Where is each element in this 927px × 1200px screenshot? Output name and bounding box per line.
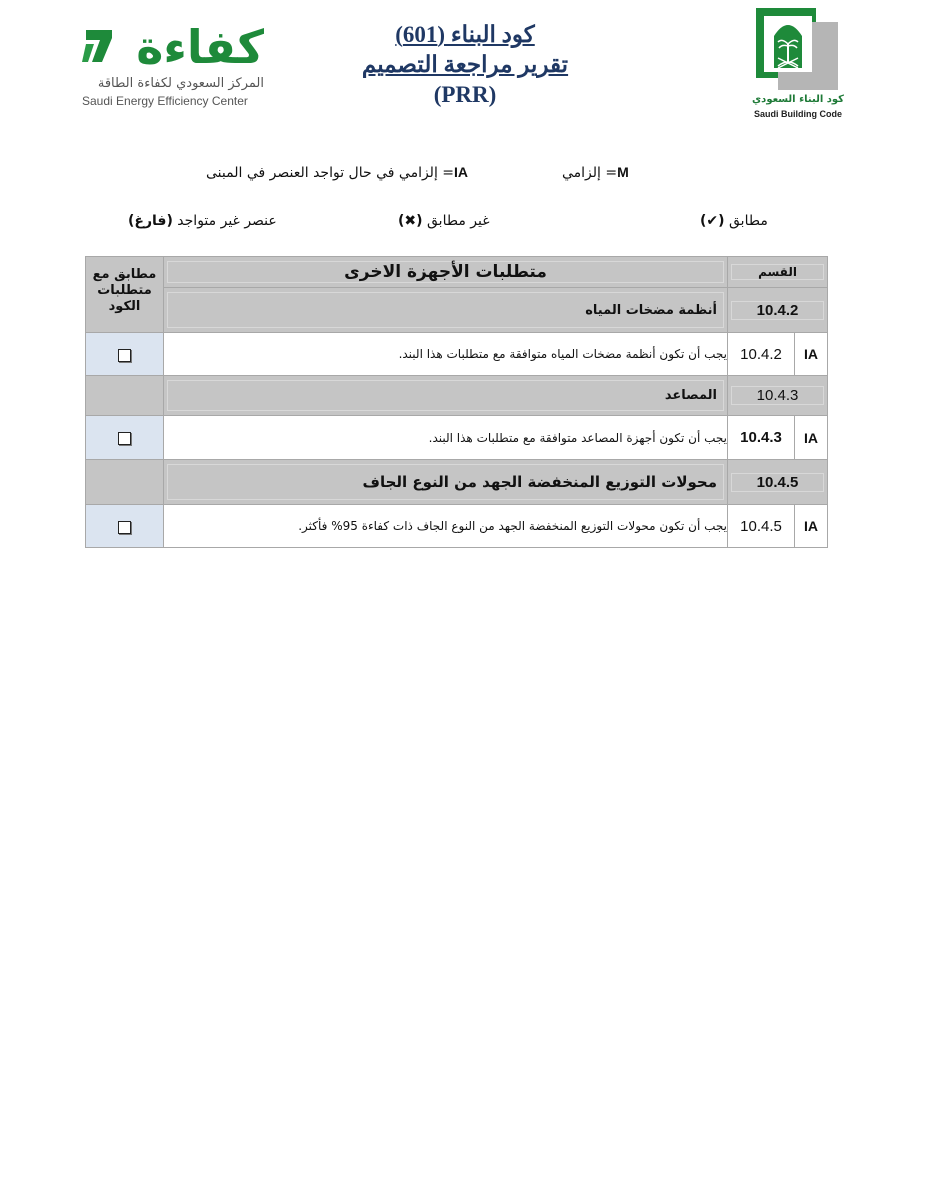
comply-header-line-3: الكود: [108, 299, 141, 314]
legend-ia-key: IA: [454, 164, 469, 180]
requirements-table: [85, 256, 828, 548]
legend-compliant-label: مطابق: [729, 213, 768, 229]
comply-header-line-1: مطابق مع: [92, 267, 157, 282]
category-title-cell: [164, 257, 728, 288]
section-header-cell: [728, 257, 828, 288]
seec-name-arabic: المركز السعودي لكفاءة الطاقة: [97, 76, 264, 91]
group-row: [86, 376, 828, 416]
legend-conditional: [206, 164, 468, 181]
group-code: 10.4.3: [731, 386, 824, 405]
legend-not-present-label: عنصر غير متواجد: [177, 213, 277, 229]
x-icon: ✖: [404, 213, 417, 229]
report-title: [330, 20, 600, 110]
seec-logo: [78, 22, 270, 114]
requirement-text: يجب أن تكون محولات التوزيع المنخفضة الجهد من النوع الجاف ذات كفاءة 95% فأكثر.: [164, 505, 728, 548]
requirement-row: [86, 333, 828, 376]
comply-checkbox[interactable]: [118, 521, 131, 534]
comply-header: [86, 257, 164, 333]
group-title: محولات التوزيع المنخفضة الجهد من النوع الجاف: [167, 464, 724, 500]
group-row: [86, 288, 828, 333]
sbc-name-arabic: كود البناء السعودي: [752, 94, 844, 105]
requirement-row: [86, 505, 828, 548]
requirement-text: يجب أن تكون أجهزة المصاعد متوافقة مع متطلبات هذا البند.: [164, 416, 728, 460]
legend-not-present-key: (فارغ): [128, 213, 173, 229]
legend-not-present: [128, 213, 277, 229]
comply-checkbox[interactable]: [118, 349, 131, 362]
requirement-code: 10.4.5: [728, 505, 795, 548]
sbc-emblem-icon: [752, 6, 844, 92]
requirement-tag: IA: [795, 416, 828, 460]
legend-m-text: = إلزامي: [562, 165, 618, 181]
group-title: أنظمة مضخات المياه: [167, 292, 724, 328]
category-title: متطلبات الأجهزة الاخرى: [167, 261, 724, 283]
title-line-3: (PRR): [433, 82, 497, 107]
legend-compliant: مطابق (✔): [700, 213, 768, 229]
sbc-name-english: Saudi Building Code: [754, 109, 842, 119]
table-header-row: [86, 257, 828, 288]
comply-header-line-2: متطلبات: [97, 283, 152, 298]
requirement-text: يجب أن تكون أنظمة مضخات المياه متوافقة مع متطلبات هذا البند.: [164, 333, 728, 376]
title-line-2: تقرير مراجعة التصميم: [361, 52, 569, 77]
seec-name-english: Saudi Energy Efficiency Center: [82, 94, 248, 108]
group-title: المصاعد: [167, 380, 724, 411]
requirement-code: 10.4.3: [728, 416, 795, 460]
seec-logo-mark: [82, 26, 116, 66]
requirement-code: 10.4.2: [728, 333, 795, 376]
comply-checkbox[interactable]: [118, 432, 131, 445]
legend-noncompliant-label: غير مطابق: [427, 213, 490, 229]
sbc-logo: [752, 6, 844, 124]
group-code: 10.4.5: [731, 473, 824, 492]
section-header: القسم: [731, 264, 824, 280]
requirement-tag: IA: [795, 505, 828, 548]
requirement-row: [86, 416, 828, 460]
title-line-1: كود البناء (601): [395, 22, 535, 47]
requirement-tag: IA: [795, 333, 828, 376]
legend-ia-text: = إلزامي في حال تواجد العنصر في المبنى: [206, 165, 455, 181]
legend-m-key: M: [617, 164, 629, 180]
check-icon: ✔: [706, 213, 719, 229]
legend-mandatory: [562, 164, 629, 181]
group-row: [86, 460, 828, 505]
seec-logo-brand: كفاءة: [136, 20, 264, 74]
group-code: 10.4.2: [731, 301, 824, 320]
legend-noncompliant: غير مطابق (✖): [398, 213, 490, 229]
